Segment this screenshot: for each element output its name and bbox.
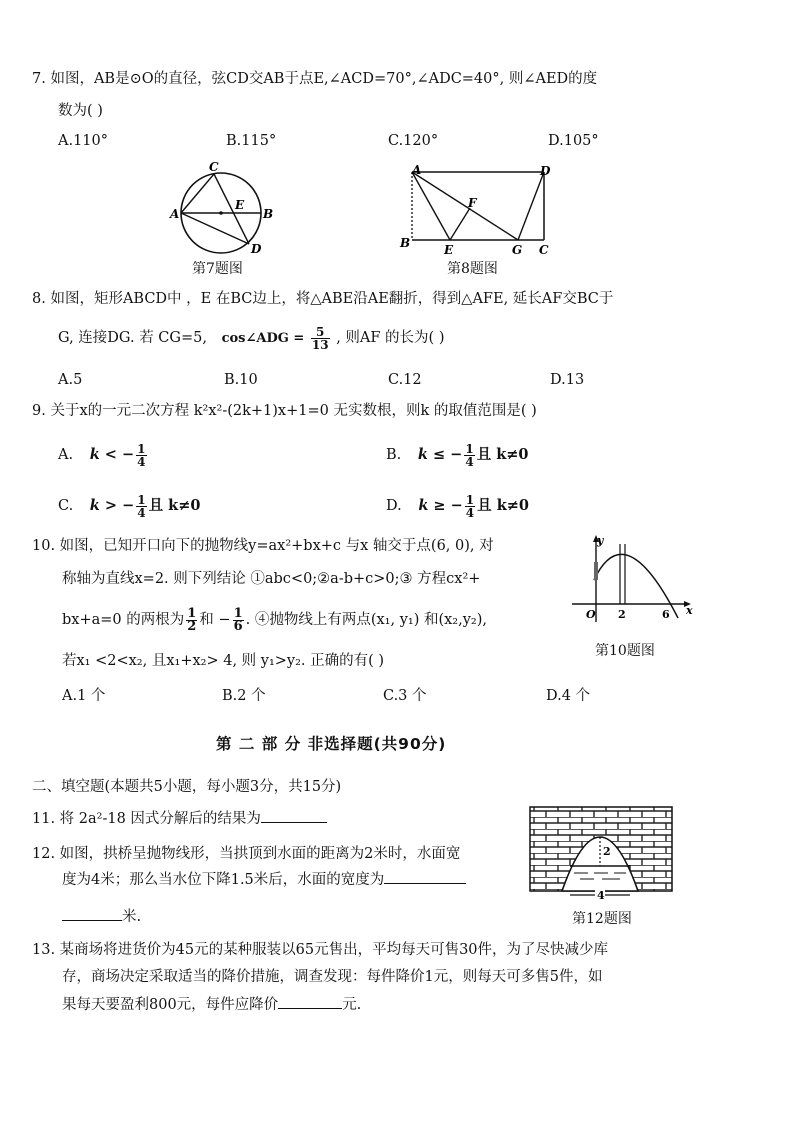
q12-arch-bridge-figure [528, 805, 674, 901]
q13-answer-blank[interactable] [278, 996, 342, 1009]
q12-text: 度为4米；那么当水位下降1.5米后，水面的宽度为 [62, 872, 385, 888]
q10-stem-line1: 10. 如图，已知开口向下的抛物线y=ax²+bx+c 与x 轴交于点(6, 0), 对 [32, 538, 494, 554]
q9-option-c-post: 且 k≠0 [148, 497, 201, 514]
q10-stem-line2: 称轴为直线x=2. 则下列结论 ①abc<0;②a-b+c>0;③ 方程cx²+ [62, 571, 481, 587]
q7-option-a: A.110° [58, 133, 109, 149]
q8-cos-numerator: 5 [311, 326, 330, 339]
segment-dg [518, 172, 544, 240]
part2-heading: 第 二 部 分 非选择题(共90分) [216, 735, 447, 753]
q7-figure-caption: 第7题图 [192, 261, 243, 277]
q9-stem: 9. 关于x的一元二次方程 k²x²-(2k+1)x+1=0 无实数根，则k 的取值范围是( ) [32, 403, 537, 419]
q7-stem-line2: 数为( ) [58, 103, 103, 119]
label-b: B [263, 207, 274, 221]
tick-label-2: 2 [618, 608, 626, 621]
q9-option-c [58, 489, 200, 523]
q11-stem [32, 810, 327, 828]
label-c: C [209, 160, 219, 174]
q10-option-c: C.3 个 [383, 688, 427, 704]
label-a: A [412, 163, 422, 177]
q8-stem-line2 [58, 323, 444, 353]
q10-figure-caption: 第10题图 [595, 643, 655, 659]
q12-answer-blank-1[interactable] [384, 871, 466, 884]
q10-stem-line3 [62, 604, 487, 636]
q8-cos-label: cos∠ADG = [221, 331, 305, 346]
q8-option-b: B.10 [224, 372, 258, 388]
q12-answer-blank-2[interactable] [62, 908, 122, 921]
q8-option-d: D.13 [550, 372, 585, 388]
label-c: C [539, 243, 549, 257]
q9-b-num: 1 [465, 441, 474, 456]
q7-option-d: D.105° [548, 133, 599, 149]
q9-option-a-letter: A. [58, 447, 74, 463]
segment-ef [450, 208, 470, 240]
q7-stem-line1: 7. 如图，AB是⊙O的直径，弦CD交AB于点E,∠ACD=70°,∠ADC=40°, 则∠AED的度 [32, 71, 598, 87]
q12-stem-line2 [62, 871, 466, 889]
q10-root1-fraction [186, 605, 197, 634]
q10-root1-num: 1 [187, 605, 197, 621]
tick-label-6: 6 [662, 608, 670, 621]
label-g: G [512, 243, 523, 257]
label-f: F [468, 196, 477, 210]
q8-cos-denominator: 13 [311, 337, 329, 352]
q9-option-a-fraction [136, 443, 146, 468]
q10-line3-pre: bx+a=0 的两根为 [62, 612, 185, 628]
q9-option-b [386, 438, 529, 472]
axis-label-x: x [686, 604, 693, 617]
q12-stem-line3 [62, 908, 141, 926]
q12-figure-caption: 第12题图 [572, 911, 632, 927]
q9-option-b-expr: k ≤ − [417, 446, 463, 463]
q10-line3-mid: 和 − [199, 612, 231, 628]
center-o-dot [219, 211, 223, 215]
q8-stem-line1: 8. 如图，矩形ABCD中 ，E 在BC边上，将△ABE沿AE翻折，得到△AFE, 延长AF交BC于 [32, 291, 614, 307]
q9-c-den: 4 [137, 505, 146, 520]
q10-root2-fraction [233, 605, 244, 634]
q10-root2-den: 6 [233, 618, 243, 634]
q13-unit: 元. [342, 997, 362, 1013]
width-dimension-label: 4 [597, 889, 605, 901]
q13-stem-line2: 存，商场决定采取适当的降价措施，调查发现：每件降价1元，则每天可多售5件，如 [62, 969, 603, 985]
q7-option-b: B.115° [226, 133, 277, 149]
q10-root1-den: 2 [187, 618, 197, 634]
q10-option-d: D.4 个 [546, 688, 591, 704]
q9-d-num: 1 [465, 492, 475, 507]
q9-c-num: 1 [137, 492, 146, 507]
q10-parabola-figure [570, 532, 695, 632]
q8-figure-caption: 第8题图 [447, 261, 498, 277]
q9-option-d-fraction [465, 494, 475, 519]
label-e: E [444, 243, 454, 257]
q7-circle-figure [165, 160, 280, 260]
q10-stem-line4: 若x₁ <2<x₂, 且x₁+x₂> 4, 则 y₁>y₂. 正确的有( ) [62, 653, 385, 669]
label-b: B [400, 236, 411, 250]
q8-line2-pre: G, 连接DG. 若 CG=5, [58, 330, 207, 346]
height-dimension-label: 2 [603, 845, 611, 858]
axis-label-y: y [597, 534, 604, 547]
q9-a-num: 1 [137, 441, 146, 456]
q9-option-d-letter: D. [386, 498, 402, 514]
section2-title: 二、填空题(本题共5小题，每小题3分，共15分) [32, 779, 342, 795]
q8-cos-fraction [311, 326, 330, 351]
q12-stem-line1: 12. 如图，拱桥呈抛物线形，当拱顶到水面的距离为2米时，水面宽 [32, 846, 461, 862]
q9-option-a-expr: k < − [89, 446, 135, 463]
q13-text: 果每天要盈利800元，每件应降价 [62, 997, 279, 1013]
q12-unit: 米. [122, 909, 142, 925]
axis-label-o: O [586, 608, 596, 621]
q10-root2-num: 1 [233, 605, 243, 621]
q9-option-b-post: 且 k≠0 [476, 446, 529, 463]
q7-option-c: C.120° [388, 133, 439, 149]
segment-ae [412, 172, 450, 240]
q13-stem-line3 [62, 996, 361, 1014]
q9-b-den: 4 [465, 454, 474, 469]
q8-option-a: A.5 [58, 372, 83, 388]
label-a: A [170, 207, 180, 221]
segment-ag [412, 172, 518, 240]
q11-answer-blank[interactable] [261, 810, 327, 823]
q13-stem-line1: 13. 某商场将进货价为45元的某种服装以65元售出，平均每天可售30件，为了尽快减少库 [32, 942, 609, 958]
q9-option-a [58, 438, 149, 472]
label-d: D [251, 242, 262, 256]
q8-line2-post: , 则AF 的长为( ) [336, 330, 445, 346]
q8-option-c: C.12 [388, 372, 422, 388]
q8-rectangle-figure [398, 162, 558, 258]
q9-option-b-letter: B. [386, 447, 402, 463]
label-d: D [540, 164, 551, 178]
q10-option-a: A.1 个 [62, 688, 106, 704]
q9-option-c-letter: C. [58, 498, 74, 514]
q9-option-d [386, 489, 529, 523]
q9-a-den: 4 [137, 454, 146, 469]
q9-d-den: 4 [465, 505, 475, 520]
q9-option-d-expr: k ≥ − [418, 497, 463, 514]
q9-option-d-post: 且 k≠0 [477, 497, 529, 514]
label-e: E [235, 198, 245, 212]
q9-option-c-expr: k > − [89, 497, 135, 514]
q9-option-b-fraction [464, 443, 474, 468]
q10-line3-post: . ④抛物线上有两点(x₁, y₁) 和(x₂,y₂), [245, 612, 487, 628]
q10-option-b: B.2 个 [222, 688, 266, 704]
q9-option-c-fraction [136, 494, 146, 519]
scan-artifact-left [594, 562, 598, 580]
q11-text: 11. 将 2a²-18 因式分解后的结果为 [32, 811, 261, 827]
